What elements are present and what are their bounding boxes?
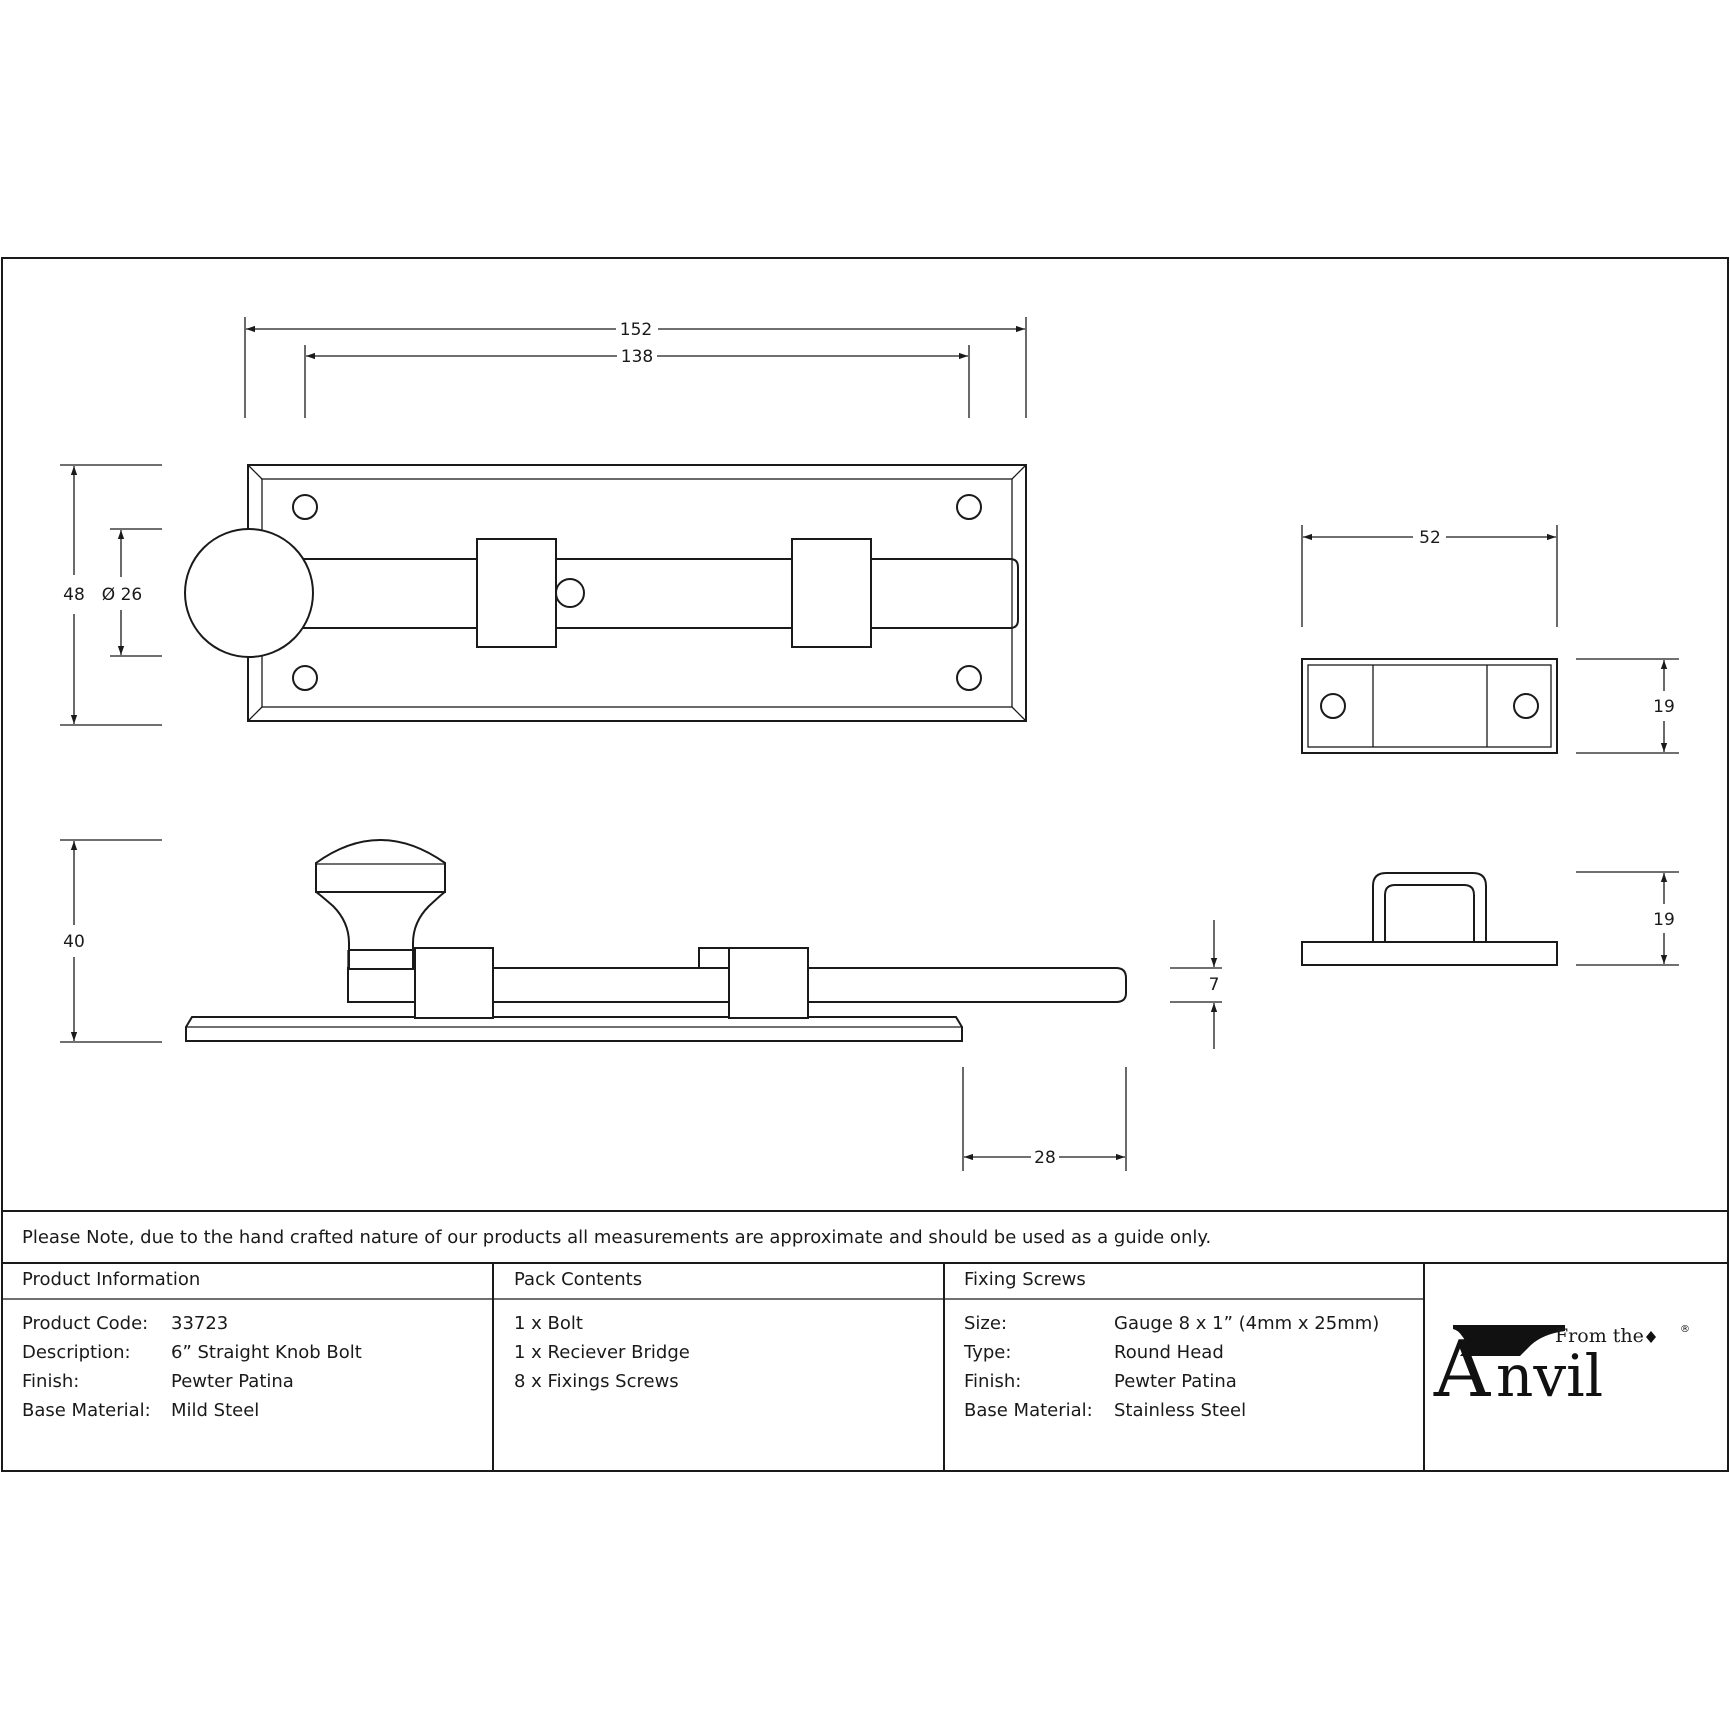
pack-item: 8 x Fixings Screws bbox=[514, 1371, 679, 1392]
product-info-header: Product Information bbox=[22, 1269, 201, 1290]
dim-side-height bbox=[60, 840, 162, 1042]
screw-hole-top-right bbox=[957, 495, 981, 519]
screw-finish-label: Finish: bbox=[964, 1371, 1022, 1392]
screw-material-value: Stainless Steel bbox=[1114, 1400, 1247, 1421]
side-knob-neck bbox=[316, 892, 445, 950]
screw-type-value: Round Head bbox=[1114, 1342, 1224, 1363]
screw-material-label: Base Material: bbox=[964, 1400, 1093, 1421]
dim-hole-spacing bbox=[305, 345, 969, 418]
bolt-bar bbox=[300, 559, 1018, 628]
bridge-hole-left bbox=[1321, 694, 1345, 718]
finish-value: Pewter Patina bbox=[171, 1371, 294, 1392]
pack-contents-header: Pack Contents bbox=[514, 1269, 643, 1290]
side-knob-head bbox=[316, 840, 445, 892]
dim-bridge-length bbox=[1302, 525, 1557, 627]
dim-bridge-length-label: 52 bbox=[1419, 528, 1441, 548]
bridge-plate-outer bbox=[1302, 659, 1557, 753]
side-backplate bbox=[186, 1017, 962, 1041]
staple-right bbox=[792, 539, 871, 647]
receiver-bridge-side bbox=[1302, 873, 1557, 965]
anvil-logo bbox=[1433, 1324, 1690, 1415]
dim-bridge-height-label: 19 bbox=[1653, 910, 1675, 930]
bolt-plan-view bbox=[185, 465, 1026, 721]
logo-wordmark: nvil bbox=[1496, 1342, 1604, 1410]
screw-size-value: Gauge 8 x 1” (4mm x 25mm) bbox=[1114, 1313, 1380, 1334]
screw-type-label: Type: bbox=[964, 1342, 1012, 1363]
dim-side-height-label: 40 bbox=[63, 932, 85, 952]
logo-diamond-icon bbox=[1646, 1331, 1656, 1343]
description-value: 6” Straight Knob Bolt bbox=[171, 1342, 362, 1363]
side-stop-pin bbox=[699, 948, 729, 968]
staple-left bbox=[477, 539, 556, 647]
bolt-stop-hole bbox=[556, 579, 584, 607]
dim-knob-diameter-label: Ø 26 bbox=[101, 585, 143, 605]
dim-overall-length bbox=[245, 317, 1026, 418]
dim-bridge-width bbox=[1576, 659, 1679, 753]
fixing-screws-header: Fixing Screws bbox=[964, 1269, 1086, 1290]
description-label: Description: bbox=[22, 1342, 131, 1363]
receiver-bridge-plan bbox=[1302, 659, 1557, 753]
base-material-label: Base Material: bbox=[22, 1400, 151, 1421]
side-knob-collar bbox=[349, 950, 413, 969]
pack-item: 1 x Reciever Bridge bbox=[514, 1342, 690, 1363]
dim-plate-height-label: 48 bbox=[63, 585, 85, 605]
drawing-frame bbox=[2, 258, 1728, 1471]
base-material-value: Mild Steel bbox=[171, 1400, 260, 1421]
product-code-value: 33723 bbox=[171, 1313, 229, 1334]
backplate-inner bbox=[262, 479, 1012, 707]
product-code-label: Product Code: bbox=[22, 1313, 149, 1334]
dim-overall-length-label: 152 bbox=[619, 320, 653, 340]
side-staple-right bbox=[729, 948, 808, 1018]
dim-bolt-thickness bbox=[1170, 920, 1222, 1049]
bridge-side-loop bbox=[1373, 873, 1486, 942]
dim-bridge-height bbox=[1576, 872, 1679, 965]
backplate-outer bbox=[248, 465, 1026, 721]
dim-bolt-thickness-label: 7 bbox=[1208, 975, 1220, 995]
screw-finish-value: Pewter Patina bbox=[1114, 1371, 1237, 1392]
screw-size-label: Size: bbox=[964, 1313, 1008, 1334]
dim-hole-spacing-label: 138 bbox=[620, 347, 654, 367]
bridge-hole-right bbox=[1514, 694, 1538, 718]
logo-initial: A bbox=[1433, 1325, 1491, 1415]
pack-item: 1 x Bolt bbox=[514, 1313, 583, 1334]
dim-bolt-projection-label: 28 bbox=[1034, 1148, 1056, 1168]
side-staple-left bbox=[415, 948, 493, 1018]
logo-from-the: From the bbox=[1555, 1325, 1644, 1347]
screw-hole-bottom-left bbox=[293, 666, 317, 690]
screw-hole-bottom-right bbox=[957, 666, 981, 690]
dim-bolt-projection bbox=[963, 1067, 1126, 1171]
knob-top bbox=[185, 529, 313, 657]
logo-registered: ® bbox=[1680, 1324, 1690, 1335]
finish-label: Finish: bbox=[22, 1371, 80, 1392]
screw-hole-top-left bbox=[293, 495, 317, 519]
dim-bridge-width-label: 19 bbox=[1653, 697, 1675, 717]
dim-knob-diameter bbox=[102, 529, 162, 656]
measurement-note: Please Note, due to the hand crafted nature of our products all measurements are approximate and should be used as a guide only. bbox=[22, 1227, 1212, 1248]
bridge-side-plate bbox=[1302, 942, 1557, 965]
bolt-side-view bbox=[186, 840, 1126, 1041]
